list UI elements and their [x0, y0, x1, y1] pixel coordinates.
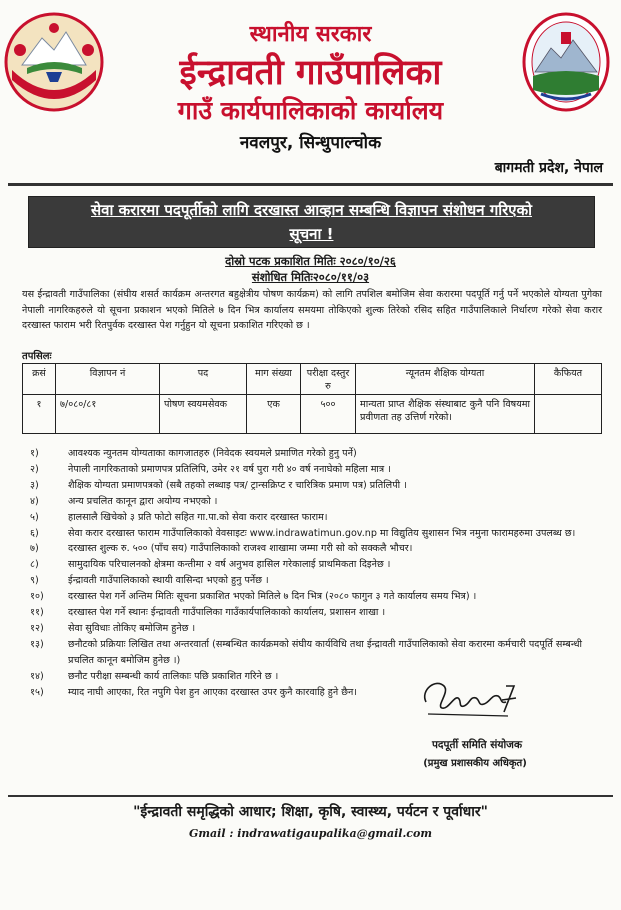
- list-item-number: १४): [30, 670, 44, 682]
- list-item-text: नेपाली नागरिकताको प्रमाणपत्र प्रतिलिपि, उमेर २१ वर्ष पुरा गरी ४० वर्ष ननाघेको महिला मात्र ।: [68, 463, 391, 475]
- notice-intro-paragraph: यस ईन्द्रावती गाउँपालिका (संघीय शसर्त कार्यक्रम अन्तरगत बहुक्षेत्रीय पोषण कार्यक्रम) को लागि तपशिल बमोजिम सेवा करारमा पदपूर्ति गर्नु पर्ने भएकोले योग्यता पुगेका नेपाली नागरिकहरुले यो सूचना प्रकाशन भएको मितिले ७ दिन भित्र कार्यालय समयमा तोकिएको शुल्क तिरेको रसिद सहित गाउँपालिकाले निर्धारण गरेको सेवा करार दरखास्त फाराम भरी रितपुर्वक दरखास्त पेश गर्नुहुन यो सूचना प्रकाशित गरिएको छ ।: [22, 289, 602, 331]
- list-item-number: २): [30, 463, 39, 475]
- list-item: [30, 478, 605, 494]
- list-item: [30, 573, 605, 589]
- list-item-text: दरखास्त शुल्क रु. ५०० (पाँच सय) गाउँपालिकाको राजश्व शाखामा जम्मा गरी सो को सक्कलै भौचर।: [68, 543, 413, 555]
- list-item: [30, 637, 605, 669]
- list-item: [30, 541, 605, 557]
- signature-icon: [418, 672, 526, 722]
- list-item: [30, 589, 605, 605]
- list-item-text: आवश्यक न्युनतम योग्यताका कागजातहरु (निवेदक स्वयमले प्रमाणित गरेको हुनु पर्ने): [68, 448, 357, 459]
- list-item-number: ७): [30, 543, 39, 555]
- cell-position: पोषण स्वयमसेवक: [160, 395, 247, 434]
- list-item-number: ९): [30, 575, 39, 587]
- notice-title-banner: [28, 196, 595, 248]
- list-item-text: अन्य प्रचलित कानून द्वारा अयोग्य नभएको ।: [68, 495, 218, 507]
- footer-divider: [8, 795, 613, 797]
- cell-exam-fee: ५००: [301, 395, 356, 434]
- list-item-text: म्याद नाघी आएका, रित नपुगि पेश हुन आएका दरखास्त उपर कुनै कारवाहि हुने छैन।: [68, 686, 357, 698]
- list-item-text: सामुदायिक परिचालनको क्षेत्रमा कन्तीमा २ वर्ष अनुभव हासिल गरेकालाई प्राथमिकता दिइनेछ ।: [68, 559, 391, 571]
- list-item-text: हालसालै खिचेको ३ प्रति फोटो सहित गा.पा.को सेवा करार दरखास्त फाराम।: [68, 511, 328, 523]
- list-item: [30, 685, 438, 701]
- list-item-number: ६): [30, 527, 39, 539]
- list-item-number: ३): [30, 479, 39, 491]
- list-item: [30, 557, 605, 573]
- col-demand-count: माग संख्या: [247, 364, 301, 395]
- list-item: [30, 605, 605, 621]
- list-item: [30, 621, 605, 637]
- col-position: पद: [160, 364, 247, 395]
- list-item-number: १५): [30, 686, 44, 698]
- list-item-text: शैक्षिक योग्यता प्रमाणपत्रको (सबै तहको लब्धाइ पत्र/ ट्रान्सक्रिप्ट र चारित्रिक प्रमाण पत्र) प्रतिलिपी ।: [68, 479, 407, 491]
- list-item-text: दरखास्त पेश गर्ने स्थानः ईन्द्रावती गाउँपालिका गाउँकार्यपालिकाको कार्यालय, प्रशासन शाखा ।: [68, 607, 386, 619]
- header-divider: [8, 183, 613, 186]
- col-ad-number: विज्ञापन नं: [56, 364, 160, 395]
- list-item-number: ११): [30, 607, 44, 619]
- signatory-title: पदपूर्ती समिति संयोजक: [431, 739, 523, 751]
- list-item: [30, 462, 605, 478]
- list-item-number: ४): [30, 495, 39, 507]
- vacancy-table: [22, 363, 602, 434]
- cell-serial: १: [23, 395, 56, 434]
- list-item-number: १३): [30, 638, 44, 650]
- footer-email: Gmail : indrawatigaupalika@gmail.com: [189, 827, 432, 840]
- list-item: [30, 446, 605, 462]
- list-item-text: छनौटको प्रक्रियाः लिखित तथा अन्तरवार्ता (सम्बन्धित कार्यक्रमको संघीय कार्यविधि तथा ईन्द्रावती गाउँपालिकाको सेवा करारमा कर्मचारी पदपूर्ति सम्बन्धी प्रचलित कानून बमोजिम हुनेछ ।): [68, 638, 582, 666]
- notice-title-line1: सेवा करारमा पदपूर्तीको लागि दरखास्त आव्हान सम्बन्धि विज्ञापन संशोधन गरिएको: [91, 201, 532, 219]
- list-item-text: छनौट परीक्षा सम्बन्धी कार्य तालिकाः पछि प्रकाशित गरिने छ ।: [68, 670, 279, 682]
- cell-ad-number: ७/०८०/८१: [56, 395, 160, 434]
- col-min-qualification: न्यूनतम शैक्षिक योग्यता: [356, 364, 535, 395]
- list-item: [30, 494, 605, 510]
- list-item-text: सेवा करार दरखास्त फाराम गाउँपालिकाको वेवसाइटः www.indrawatimun.gov.np मा विद्युतिय सुशासन भित्र नमुना फारामहरुमा उपलब्ध छ।: [68, 527, 576, 539]
- list-item-number: ८): [30, 559, 39, 571]
- list-item-number: १२): [30, 622, 44, 634]
- header-office-name: गाउँ कार्यपालिकाको कार्यालय: [177, 96, 444, 125]
- conditions-list: [30, 446, 605, 701]
- list-item-number: १): [30, 448, 39, 459]
- details-label: तपसिलः: [22, 351, 52, 362]
- list-item-number: ५): [30, 511, 39, 523]
- header-local-government: स्थानीय सरकार: [249, 21, 372, 47]
- table-header-row: [23, 364, 602, 395]
- cell-min-qualification: मान्यता प्राप्त शैक्षिक संस्थाबाट कुनै पनि विषयमा प्रवीणता तह उत्तिर्ण गरेको।: [356, 395, 535, 434]
- list-item-text: सेवा सुविधाः तोकिए बमोजिम हुनेछ ।: [68, 622, 196, 634]
- revised-publish-date: संशोधित मितिः२०८०/११/०३: [251, 270, 370, 284]
- header-municipality-name: ईन्द्रावती गाउँपालिका: [179, 52, 442, 93]
- col-remarks: कैफियत: [535, 364, 602, 395]
- list-item: [30, 526, 605, 542]
- header-province: बागमती प्रदेश, नेपाल: [494, 160, 603, 176]
- footer-slogan: "ईन्द्रावती समृद्धिको आधार; शिक्षा, कृषि, स्वास्थ्य, पर्यटन र पूर्वाधार": [133, 804, 488, 820]
- list-item-text: ईन्द्रावती गाउँपालिकाको स्थायी वासिन्दा भएको हुनु पर्नेछ ।: [68, 575, 269, 587]
- list-item: [30, 510, 605, 526]
- col-serial: क्रसं: [23, 364, 56, 395]
- cell-demand-count: एक: [247, 395, 301, 434]
- col-exam-fee: परीक्षा दस्तुर रु: [301, 364, 356, 395]
- cell-remarks: [535, 395, 602, 434]
- table-row: [23, 395, 602, 434]
- header-address: नवलपुर, सिन्धुपाल्चोक: [239, 133, 382, 153]
- notice-title-line2: सूचना !: [289, 225, 334, 243]
- list-item-text: दरखास्त पेश गर्ने अन्तिम मितिः सूचना प्रकाशित भएको मितिले ७ दिन भित्र (२०८० फागुन ३ गते कार्यालय समय भित्र) ।: [68, 591, 477, 603]
- list-item-number: १०): [30, 591, 44, 603]
- signatory-designation: (प्रमुख प्रशासकीय अधिकृत): [423, 758, 527, 769]
- second-publish-date: दोस्रो पटक प्रकाशित मितिः २०८०/१०/२६: [225, 254, 396, 268]
- letterhead: [0, 0, 621, 190]
